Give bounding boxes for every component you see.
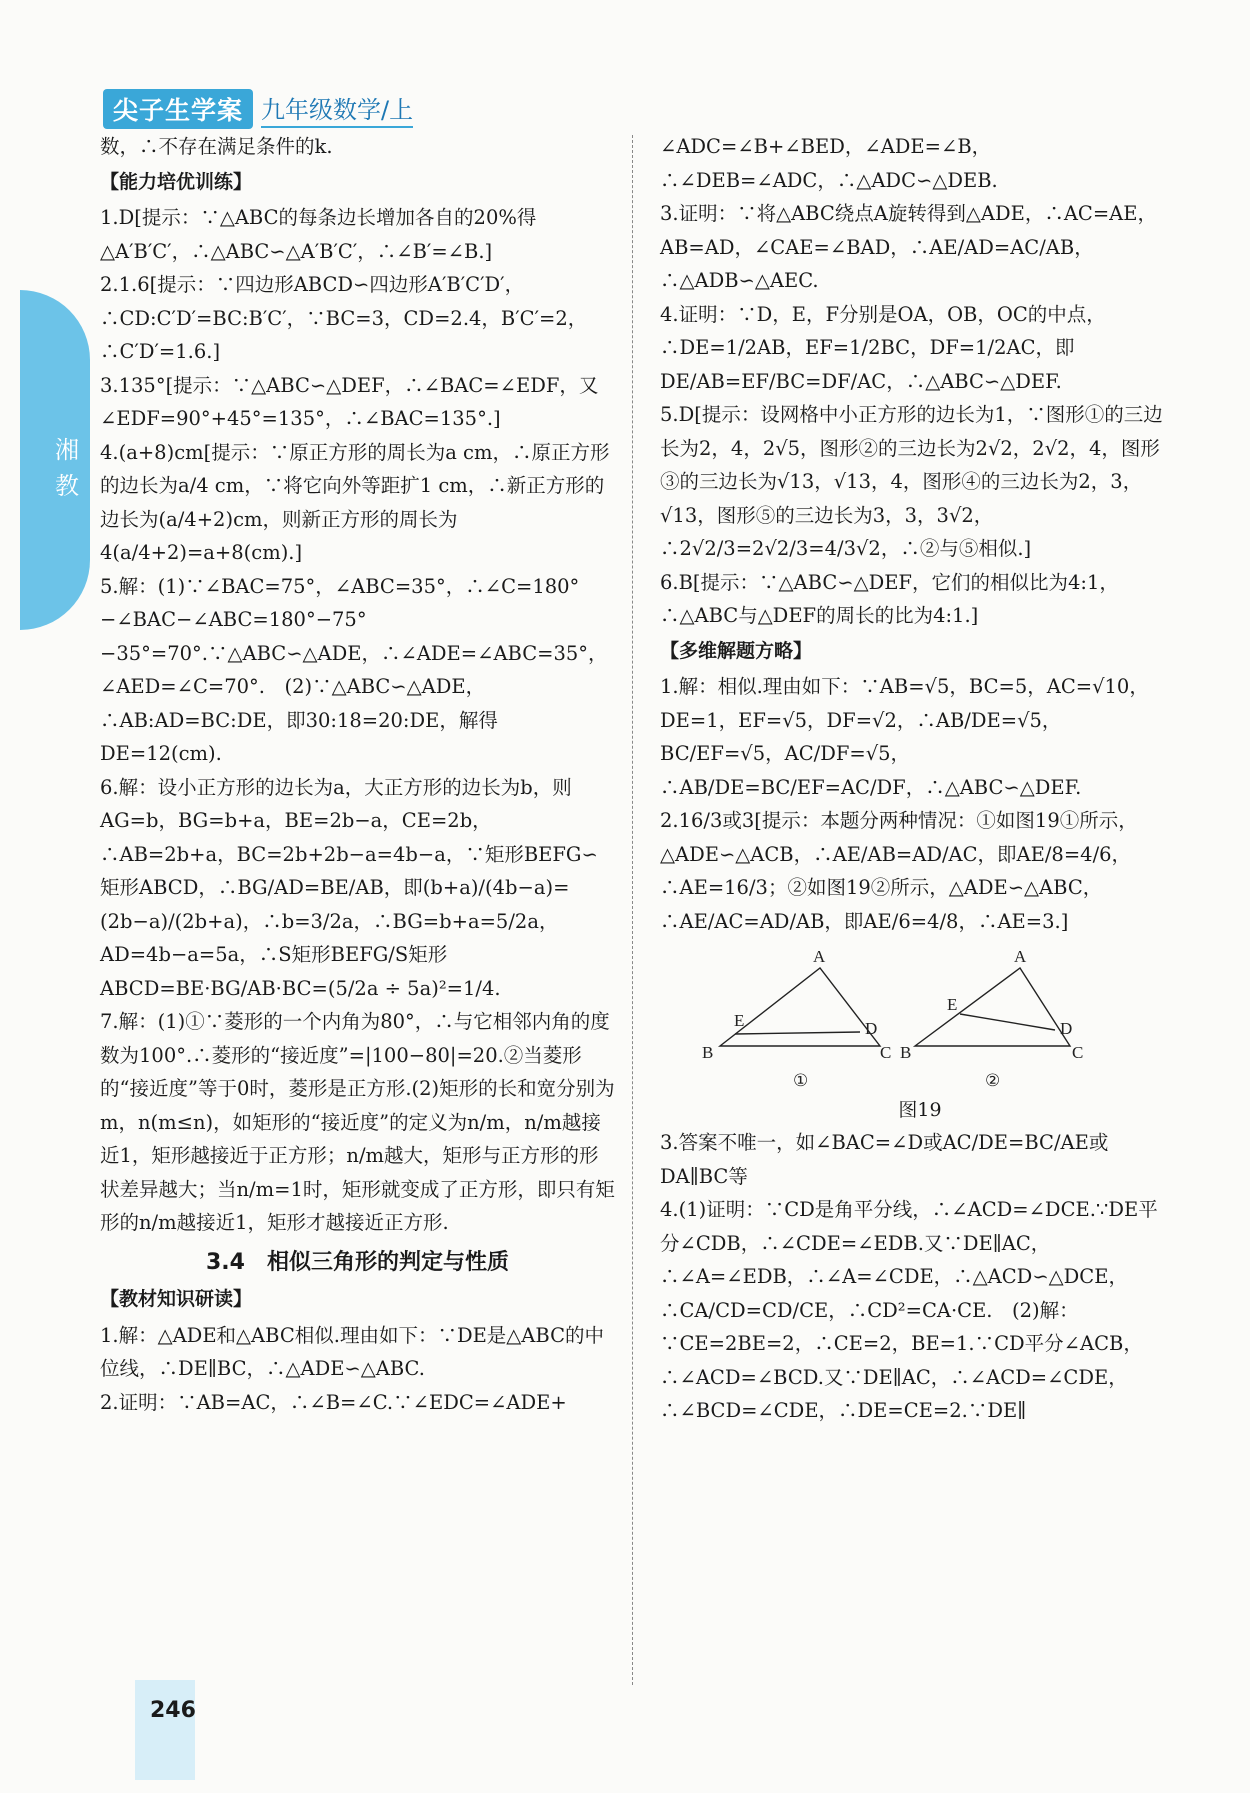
answer-item: 6.解：设小正方形的边长为a，大正方形的边长为b，则AG=b，BG=b+a，BE=2b−a，CE=2b，∴AB=2b+a，BC=2b+2b−a=4b−a，∵矩形BEFG∽矩形ABCD，∴BG/AD=BE/AB，即(b+a)/(4b−a)=(2b−a)/(2b+a)，∴b=3/2a，∴BG=b+a=5/2a，AD=4b−a=5a，∴S矩形BEFG/S矩形ABCD=BE·BG/AB·BC=(5/2a ÷ 5a)²=1/4. <box>100 775 598 1000</box>
fig1-label-D: D <box>865 1019 878 1038</box>
right-column <box>660 130 1165 1428</box>
figure-caption: 图19 <box>898 1099 942 1121</box>
answer-item: 7.解：(1)①∵菱形的一个内角为80°，∴与它相邻内角的度数为100°.∴菱形的“接近度”=|100−80|=20.②当菱形的“接近度”等于0时，菱形是正方形.(2)矩形的长和宽分别为m，n(m≤n)，如矩形的“接近度”的定义为n/m，n/m越接近1，矩形越接近于正方形；n/m越大，矩形与正方形的形状差异越大；当n/m=1时，矩形就变成了正方形，即只有矩形的n/m越接近1，矩形才越接近正方形. <box>100 1010 615 1234</box>
fig2-number: ② <box>985 1071 1001 1090</box>
answer-item: 2.1.6[提示：∵四边形ABCD∽四边形A′B′C′D′，∴CD:C′D′=BC:B′C′，∵BC=3，CD=2.4，B′C′=2，∴C′D′=1.6.] <box>100 273 588 363</box>
subject-label: 九年级数学/上 <box>261 90 413 128</box>
column-divider <box>632 135 633 1685</box>
answer-item: 4.(1)证明：∵CD是角平分线，∴∠ACD=∠DCE.∵DE平分∠CDB，∴∠CDE=∠EDB.又∵DE∥AC，∴∠A=∠EDB，∴∠A=∠CDE，∴△ACD∽△DCE，∴CA/CD=CD/CE，∴CD²=CA·CE. (2)解：∵CE=2BE=2，∴CE=2，BE=1.∵CD平分∠ACB，∴∠ACD=∠BCD.又∵DE∥AC，∴∠ACD=∠CDE，∴∠BCD=∠CDE，∴DE=CE=2.∵DE∥ <box>660 1198 1158 1422</box>
answer-item: 4.证明：∵D，E，F分别是OA，OB，OC的中点，∴DE=1/2AB，EF=1/2BC，DF=1/2AC，即DE/AB=EF/BC=DF/AC，∴△ABC∽△DEF. <box>660 302 1106 393</box>
answer-item: 3.答案不唯一，如∠BAC=∠D或AC/DE=BC/AE或DA∥BC等 <box>660 1131 1109 1188</box>
fig1-label-C: C <box>880 1043 892 1062</box>
answer-item: 1.解：△ADE和△ABC相似.理由如下：∵DE是△ABC的中位线，∴DE∥BC，∴△ADE∽△ABC. <box>100 1323 605 1380</box>
fig2-label-D: D <box>1060 1019 1073 1038</box>
figure-19-drawing <box>680 946 1160 1096</box>
left-column <box>100 130 615 1419</box>
figure-19 <box>680 946 1160 1126</box>
fig2-label-C: C <box>1072 1043 1084 1062</box>
section-heading: 【教材知识研读】 <box>100 1288 253 1310</box>
answer-item: ∠ADC=∠B+∠BED，∠ADE=∠B，∴∠DEB=∠ADC，∴△ADC∽△DEB. <box>660 135 998 192</box>
answer-item: 3.135°[提示：∵△ABC∽△DEF，∴∠BAC=∠EDF，又∠EDF=90°+45°=135°，∴∠BAC=135°.] <box>100 373 599 430</box>
brand-label: 尖子生学案 <box>103 89 253 129</box>
page-number-bar <box>135 1680 195 1780</box>
section-title: 3.4 相似三角形的判定与性质 <box>206 1249 509 1275</box>
fig2-label-A: A <box>1014 947 1027 966</box>
answer-item: 数，∴不存在满足条件的k. <box>100 135 333 158</box>
page-header <box>103 92 413 126</box>
section-heading: 【能力培优训练】 <box>100 170 253 193</box>
fig1-label-A: A <box>813 947 826 966</box>
answer-item: 6.B[提示：∵△ABC∽△DEF，它们的相似比为4:1，∴△ABC与△DEF的周长的比为4:1.] <box>660 570 1119 627</box>
page-number: 246 <box>150 1698 196 1723</box>
answer-item: 4.(a+8)cm[提示：∵原正方形的周长为a cm，∴原正方形的边长为a/4 cm，∵将它向外等距扩1 cm，∴新正方形的边长为(a/4+2)cm，则新正方形的周长为4(a/4+2)=a+8(cm).] <box>100 440 610 564</box>
fig2-label-E: E <box>947 995 958 1014</box>
answer-item: 1.解：相似.理由如下：∵AB=√5，BC=5，AC=√10，DE=1，EF=√5，DF=√2，∴AB/DE=√5，BC/EF=√5，AC/DF=√5，∴AB/DE=BC/EF=AC/DF，∴△ABC∽△DEF. <box>660 675 1149 799</box>
answer-item: 5.解：(1)∵∠BAC=75°，∠ABC=35°，∴∠C=180°−∠BAC−∠ABC=180°−75°−35°=70°.∵△ABC∽△ADE，∴∠ADE=∠ABC=35°，∠AED=∠C=70°. (2)∵△ABC∽△ADE，∴AB:AD=BC:DE，即30:18=20:DE，解得DE=12(cm). <box>100 574 608 765</box>
answer-item: 5.D[提示：设网格中小正方形的边长为1，∵图形①的三边长为2，4，2√5，图形②的三边长为2√2，2√2，4，图形③的三边长为√13，√13，4，图形④的三边长为2，3，√13，图形⑤的三边长为3，3，3√2，∴2√2/3=2√2/3=4/3√2，∴②与⑤相似.] <box>660 403 1163 560</box>
answer-item: 2.证明：∵AB=AC，∴∠B=∠C.∵∠EDC=∠ADE+ <box>100 1390 567 1414</box>
fig1-label-B: B <box>702 1043 714 1062</box>
side-tab-label: 湘教 <box>55 436 79 500</box>
answer-item: 2.16/3或3[提示：本题分两种情况：①如图19①所示，△ADE∽△ACB，∴AE/AB=AD/AC，即AE/8=4/6，∴AE=16/3；②如图19②所示，△ADE∽△ABC，∴AE/AC=AD/AB，即AE/6=4/8，∴AE=3.] <box>660 809 1138 933</box>
answer-item: 3.证明：∵将△ABC绕点A旋转得到△ADE，∴AC=AE，AB=AD，∠CAE=∠BAD，∴AE/AD=AC/AB，∴△ADB∽△AEC. <box>660 202 1157 292</box>
answer-item: 1.D[提示：∵△ABC的每条边长增加各自的20%得△A′B′C′，∴△ABC∽△A′B′C′，∴∠B′=∠B.] <box>100 206 537 263</box>
fig2-label-B: B <box>900 1043 912 1062</box>
section-heading: 【多维解题方略】 <box>660 639 813 662</box>
fig1-label-E: E <box>734 1011 745 1030</box>
fig1-number: ① <box>793 1071 809 1090</box>
